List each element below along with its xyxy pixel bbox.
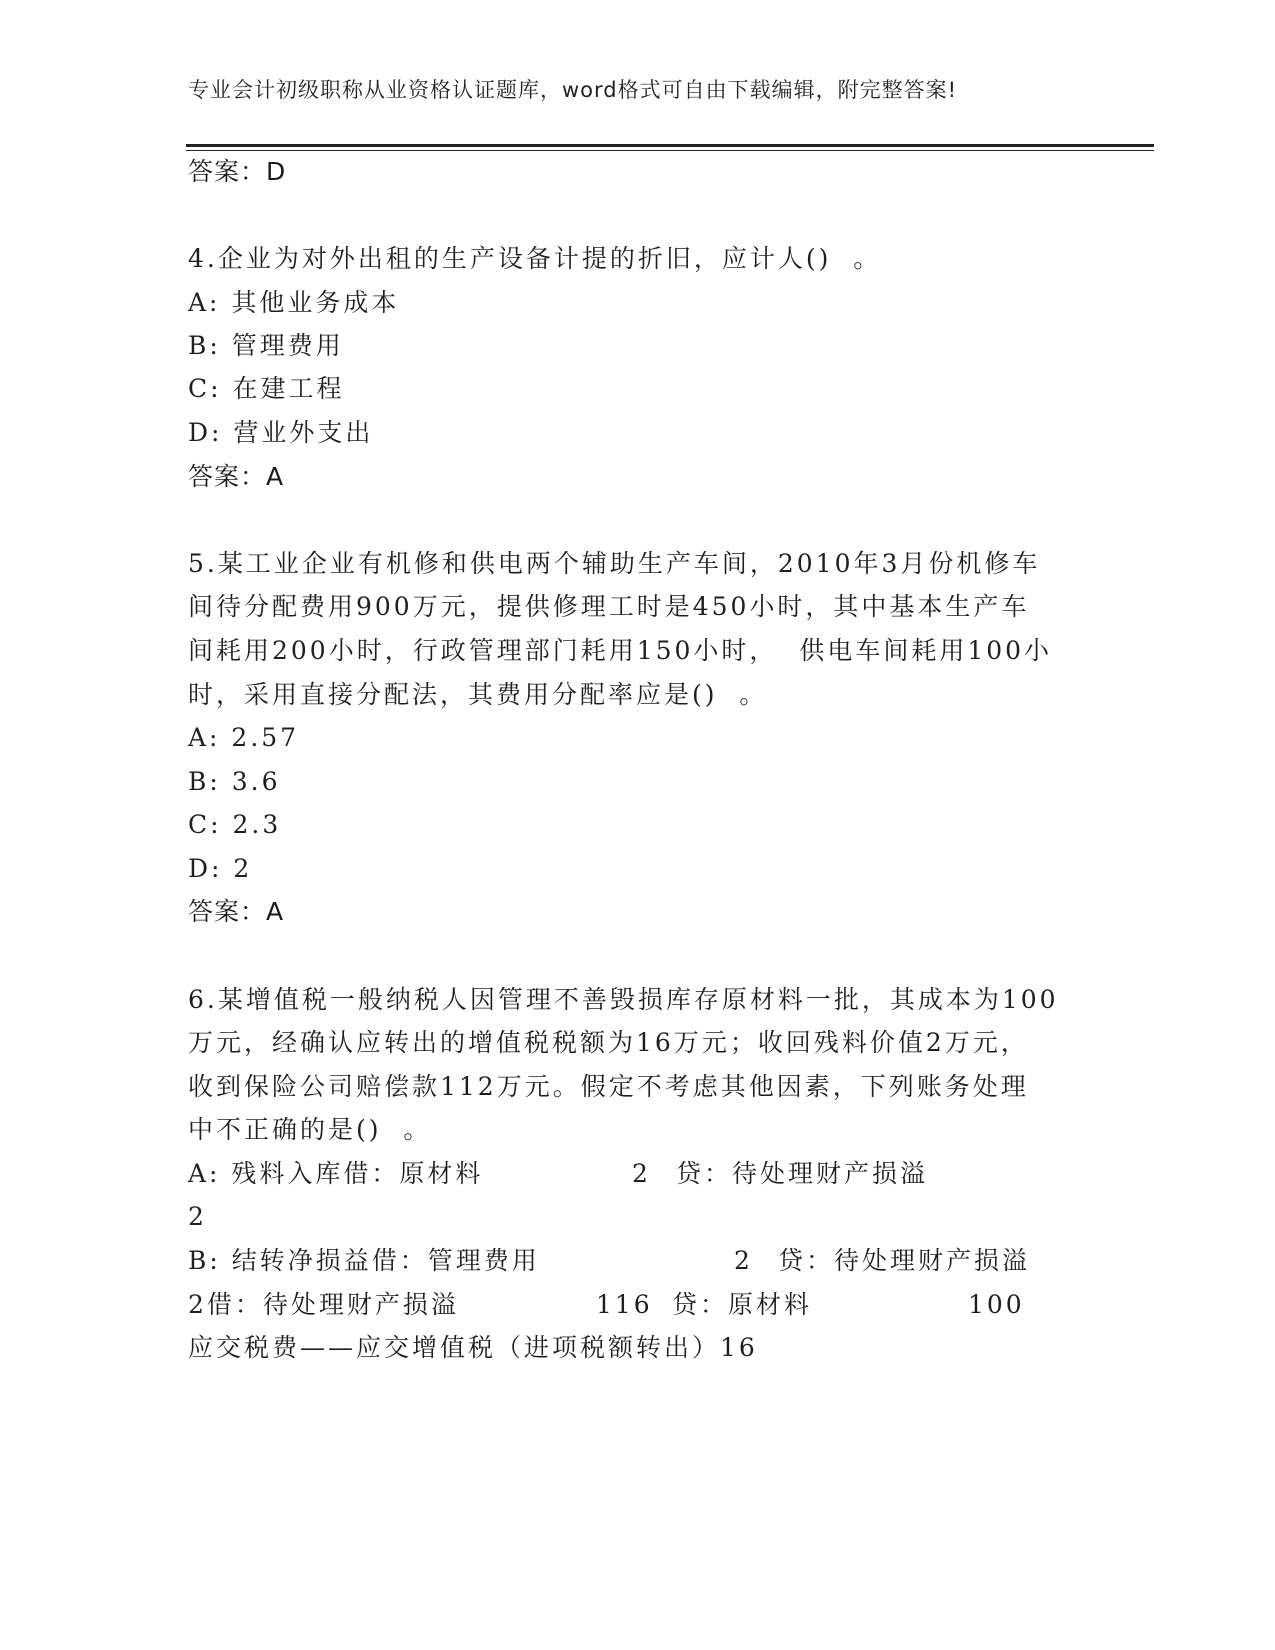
question-4-option-a: A: 其他业务成本	[188, 288, 400, 317]
question-5-option-d: D: 2	[188, 854, 253, 883]
question-4-option-d: D: 营业外支出	[188, 418, 374, 447]
question-4-option-b: B: 管理费用	[188, 331, 344, 360]
question-5-stem-line-1: 5.某工业企业有机修和供电两个辅助生产车间，2010年3月份机修车	[188, 549, 1041, 578]
question-5-option-b: B: 3.6	[188, 767, 281, 796]
question-6-stem-line-1: 6.某增值税一般纳税人因管理不善毁损库存原材料一批，其成本为100	[188, 985, 1059, 1014]
question-6-stem-line-2: 万元，经确认应转出的增值税税额为16万元；收回残料价值2万元，	[188, 1028, 1029, 1057]
question-6-stem-line-3: 收到保险公司赔偿款112万元。假定不考虑其他因素，下列账务处理	[188, 1072, 1029, 1101]
header-rule-thin	[186, 150, 1154, 151]
question-6-option-b-line2-debit: 2借：待处理财产损溢	[188, 1290, 459, 1319]
question-6-option-b-amount: 2	[734, 1246, 753, 1275]
question-6-option-a-amount: 2	[632, 1159, 651, 1188]
header-rule	[186, 144, 1154, 147]
answer-previous: 答案：D	[188, 157, 287, 186]
question-6-stem-line-4: 中不正确的是() 。	[188, 1115, 432, 1144]
question-6-option-b-label: B: 结转净损益借：管理费用	[188, 1246, 540, 1275]
question-6-option-b-line2-credit: 贷：原材料	[672, 1290, 813, 1319]
question-6-option-b-credit: 贷：待处理财产损溢	[778, 1246, 1031, 1275]
question-4-answer: 答案：A	[188, 462, 285, 491]
question-5-stem-line-3: 间耗用200小时，行政管理部门耗用150小时， 供电车间耗用100小	[188, 636, 1053, 665]
question-6-option-a-credit: 贷：待处理财产损溢	[676, 1159, 929, 1188]
question-5-stem-line-2: 间待分配费用900万元，提供修理工时是450小时，其中基本生产车	[188, 592, 1030, 621]
question-5-stem-line-4: 时，采用直接分配法，其费用分配率应是() 。	[188, 680, 768, 709]
question-6-option-a-credit-amount: 2	[188, 1202, 207, 1231]
question-6-option-b-line2-amount: 116	[596, 1290, 653, 1319]
question-6-option-a-label: A: 残料入库借：原材料	[188, 1159, 484, 1188]
question-6-option-b-line3: 应交税费——应交增值税（进项税额转出）16	[188, 1333, 758, 1362]
question-4-stem: 4.企业为对外出租的生产设备计提的折旧，应计人() 。	[188, 244, 882, 273]
question-5-option-c: C: 2.3	[188, 810, 282, 839]
page-header: 专业会计初级职称从业资格认证题库，word格式可自由下载编辑，附完整答案!	[188, 78, 958, 102]
question-4-option-c: C: 在建工程	[188, 374, 345, 403]
question-6-option-b-line2-credit-amount: 100	[968, 1290, 1025, 1319]
question-5-answer: 答案：A	[188, 897, 285, 926]
question-5-option-a: A: 2.57	[188, 723, 300, 752]
